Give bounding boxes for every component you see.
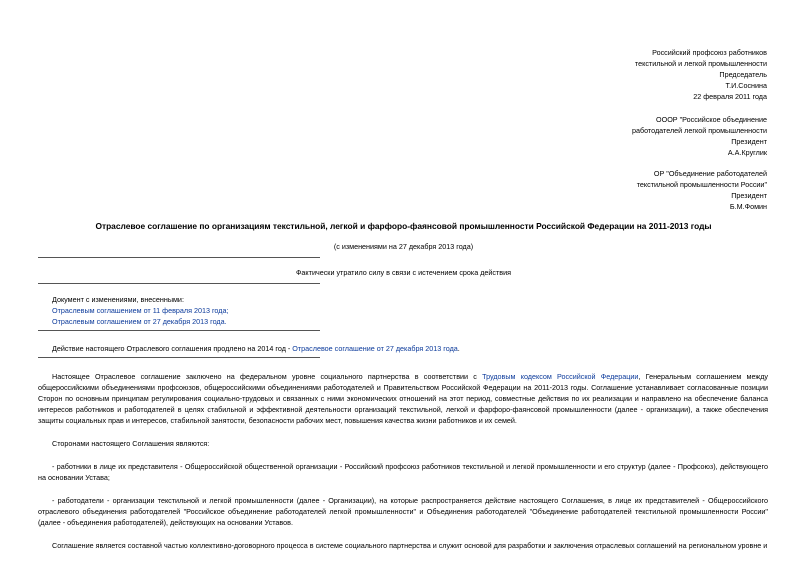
divider — [38, 283, 320, 284]
document-status: Фактически утратило силу в связи с истечением срока действия — [295, 268, 512, 277]
signatory-date: 22 февраля 2011 года — [693, 92, 767, 101]
divider — [38, 330, 320, 331]
extension-link[interactable]: Отраслевое соглашение от 27 декабря 2013 года — [292, 344, 458, 353]
body-text: , Генеральным соглашением между общероссийскими объединениями профсоюзов, общероссийскими объединениями работодателей и Правительством Российской Федерации на 2011-2013 годы. Соглашение устанавливает согласованные позиции Сторон по основным принципам регулирования социально-трудовых и связанных с ними экономических отношений на этот период, совместные действия по их реализации и направлено на обеспечение баланса интересов работников и работодателей в целях стабильной и эффективной деятельности организаций текстильной, легкой и фарфоро-фаянсовой промышленности (далее - организации), а также обеспечения защиты социальных прав и интересов, стабильной занятости, безопасности рабочих мест, повышения качества жизни работников и их семей. — [38, 372, 769, 425]
signatory-name: А.А.Круглик — [727, 148, 767, 157]
body-paragraph — [38, 371, 768, 426]
body-paragraph: - работники в лице их представителя - Общероссийской общественной организации - Российский профсоюз работников текстильной и легкой промышленности и его структур (далее - Профсоюз), действующего на основании Устава; — [38, 462, 768, 482]
labor-code-link[interactable]: Трудовым кодексом Российской Федерации — [482, 372, 639, 381]
signatory-position: Председатель — [719, 70, 767, 79]
document-subtitle: (с изменениями на 27 декабря 2013 года) — [333, 242, 474, 251]
divider — [38, 257, 320, 258]
divider — [38, 357, 320, 358]
signatory-position: Президент — [731, 191, 767, 200]
signatory-position: Президент — [731, 137, 767, 146]
body-text: Настоящее Отраслевое соглашение заключено на федеральном уровне социального партнерства в соответствии с — [52, 372, 483, 381]
changes-block — [52, 294, 228, 327]
extension-end: . — [457, 344, 460, 353]
extension-note — [52, 343, 460, 354]
signatory-org-line: Российский профсоюз работников — [652, 48, 767, 57]
body-paragraph: Сторонами настоящего Соглашения являются: — [52, 439, 210, 448]
signatory-name: Б.М.Фомин — [729, 202, 767, 211]
body-paragraph: - работодатели - организации текстильной и легкой промышленности (далее - Организации), на которые распространяется действие настоящего Соглашения, в лице их представителей - Общероссийского отраслевого объединения работодателей "Российское объединение работодателей легкой промышленности" и Объединения работодателей "Объединение работодателей текстильной промышленности России" (далее - объединения работодателей), действующих на основании Уставов. — [38, 496, 768, 527]
signatory-org-line: работодателей легкой промышленности — [631, 126, 767, 135]
changes-header: Документ с изменениями, внесенными: — [52, 295, 184, 304]
signatory-block-union — [635, 47, 767, 102]
body-paragraph: Соглашение является составной частью коллективно-договорного процесса в системе социального партнерства и служит основой для разработки и заключения отраслевых соглашений на региональном уровне и — [52, 541, 768, 550]
signatory-org-line: текстильной и легкой промышленности — [634, 59, 767, 68]
document-title: Отраслевое соглашение по организациям текстильной, легкой и фарфоро-фаянсовой промышленности Российской Федерации на 2011-2013 годы — [95, 221, 712, 231]
signatory-block-light-industry — [632, 114, 767, 158]
change-link[interactable]: Отраслевым соглашением от 11 февраля 2013 года; — [52, 306, 229, 315]
change-link[interactable]: Отраслевым соглашением от 27 декабря 2013 года. — [52, 317, 227, 326]
document-body — [38, 371, 768, 563]
signatory-org-line: текстильной промышленности России" — [636, 180, 767, 189]
signatory-org-line: ОР "Объединение работодателей — [653, 169, 767, 178]
signatory-name: Т.И.Соснина — [725, 81, 767, 90]
extension-text: Действие настоящего Отраслевого соглашения продлено на 2014 год - — [52, 344, 293, 353]
signatory-block-textile — [637, 168, 767, 212]
signatory-org-line: ОООР "Российское объединение — [656, 115, 767, 124]
